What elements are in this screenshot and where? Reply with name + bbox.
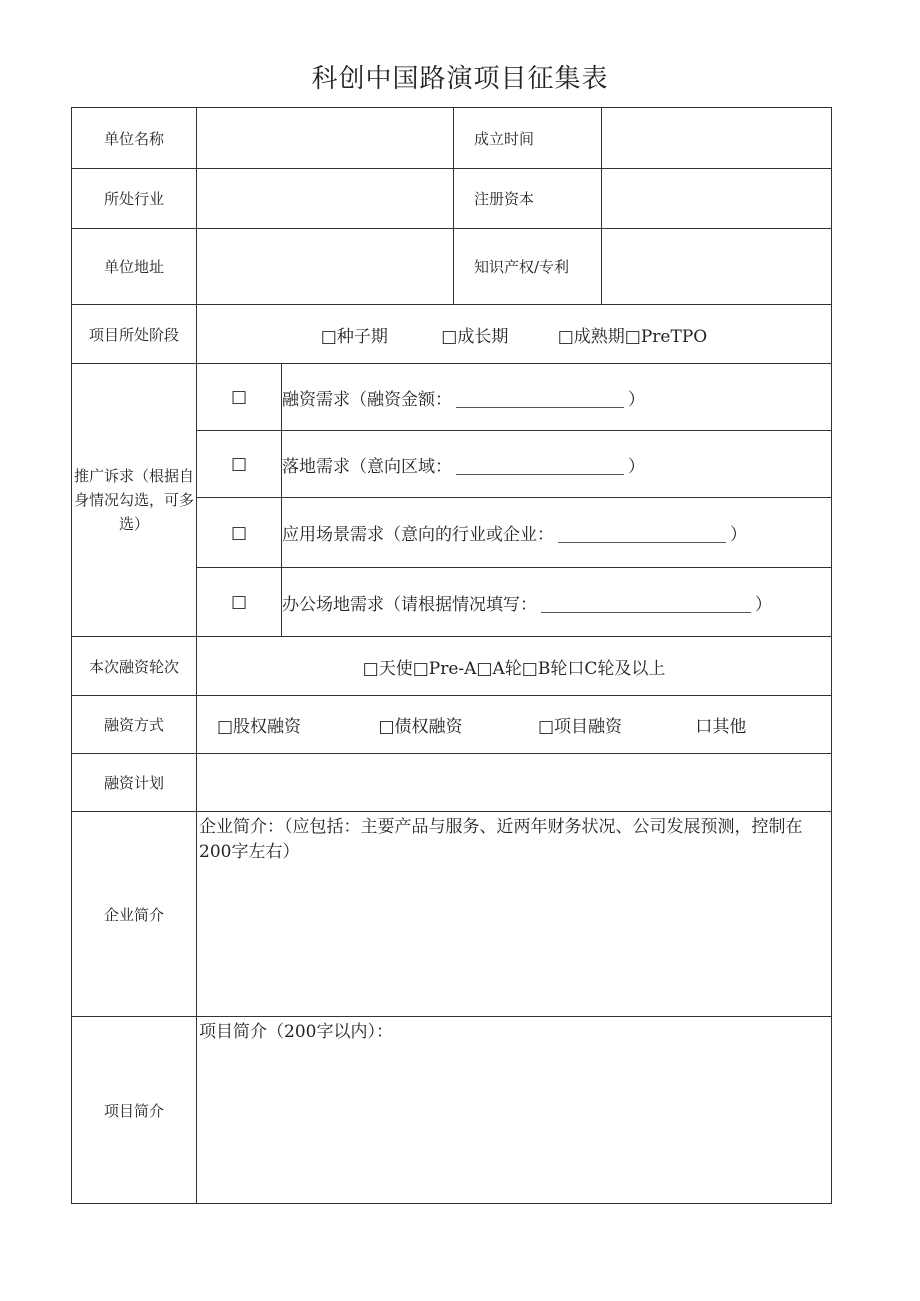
- promo-checkbox-office[interactable]: □: [197, 568, 282, 637]
- stage-option-seed[interactable]: □种子期: [320, 326, 388, 347]
- method-label: 融资方式: [72, 696, 197, 754]
- promo-label: 推广诉求（根据自身情况勾选，可多选）: [72, 364, 197, 637]
- method-options: [197, 696, 832, 754]
- region-blank[interactable]: [456, 460, 624, 475]
- close-paren: ）: [730, 525, 747, 545]
- promo-text: 融资需求（融资金额：: [282, 389, 452, 410]
- promo-text: 办公场地需求（请根据情况填写：: [282, 594, 537, 615]
- method-option-other[interactable]: 口其他: [695, 717, 747, 737]
- promo-item-landing: [282, 431, 832, 498]
- reg-capital-label: 注册资本: [454, 169, 602, 229]
- ip-field[interactable]: [602, 229, 832, 305]
- close-paren: ）: [628, 389, 645, 410]
- plan-label: 融资计划: [72, 754, 197, 812]
- close-paren: ）: [755, 594, 772, 615]
- promo-checkbox-scenario[interactable]: □: [197, 498, 282, 568]
- founded-field[interactable]: [602, 108, 832, 169]
- stage-options: [197, 305, 832, 364]
- method-option-project[interactable]: □项目融资: [537, 717, 622, 737]
- close-paren: ）: [628, 456, 645, 477]
- application-form: [71, 107, 832, 1204]
- unit-name-label: 单位名称: [72, 108, 197, 169]
- round-label: 本次融资轮次: [72, 637, 197, 696]
- industry-label: 所处行业: [72, 169, 197, 229]
- address-field[interactable]: [197, 229, 454, 305]
- founded-label: 成立时间: [454, 108, 602, 169]
- project-label: 项目简介: [72, 1017, 197, 1204]
- promo-text: 应用场景需求（意向的行业或企业：: [282, 525, 554, 545]
- stage-option-growth[interactable]: □成长期: [441, 326, 509, 347]
- industry-field[interactable]: [197, 169, 454, 229]
- promo-text: 落地需求（意向区域：: [282, 456, 452, 477]
- stage-label: 项目所处阶段: [72, 305, 197, 364]
- ip-label: 知识产权/专利: [454, 229, 602, 305]
- reg-capital-field[interactable]: [602, 169, 832, 229]
- company-label: 企业简介: [72, 812, 197, 1017]
- method-option-debt[interactable]: □债权融资: [378, 717, 463, 737]
- promo-item-office: [282, 568, 832, 637]
- stage-option-mature[interactable]: □成熟期□PreTPO: [557, 326, 708, 347]
- unit-name-field[interactable]: [197, 108, 454, 169]
- company-field[interactable]: 企业简介：（应包括：主要产品与服务、近两年财务状况、公司发展预测，控制在200字左右）: [197, 812, 832, 1017]
- industry-blank[interactable]: [558, 528, 726, 543]
- promo-checkbox-landing[interactable]: □: [197, 431, 282, 498]
- round-options[interactable]: □天使□Pre-A□A轮□B轮口C轮及以上: [197, 637, 832, 696]
- promo-checkbox-financing[interactable]: □: [197, 364, 282, 431]
- project-field[interactable]: 项目简介（200字以内）：: [197, 1017, 832, 1204]
- address-label: 单位地址: [72, 229, 197, 305]
- page-title: 科创中国路演项目征集表: [311, 64, 609, 94]
- promo-item-scenario: [282, 498, 832, 568]
- amount-blank[interactable]: [456, 393, 624, 408]
- method-option-equity[interactable]: □股权融资: [217, 717, 302, 737]
- plan-field[interactable]: [197, 754, 832, 812]
- promo-item-financing: [282, 364, 832, 431]
- office-blank[interactable]: [541, 598, 751, 613]
